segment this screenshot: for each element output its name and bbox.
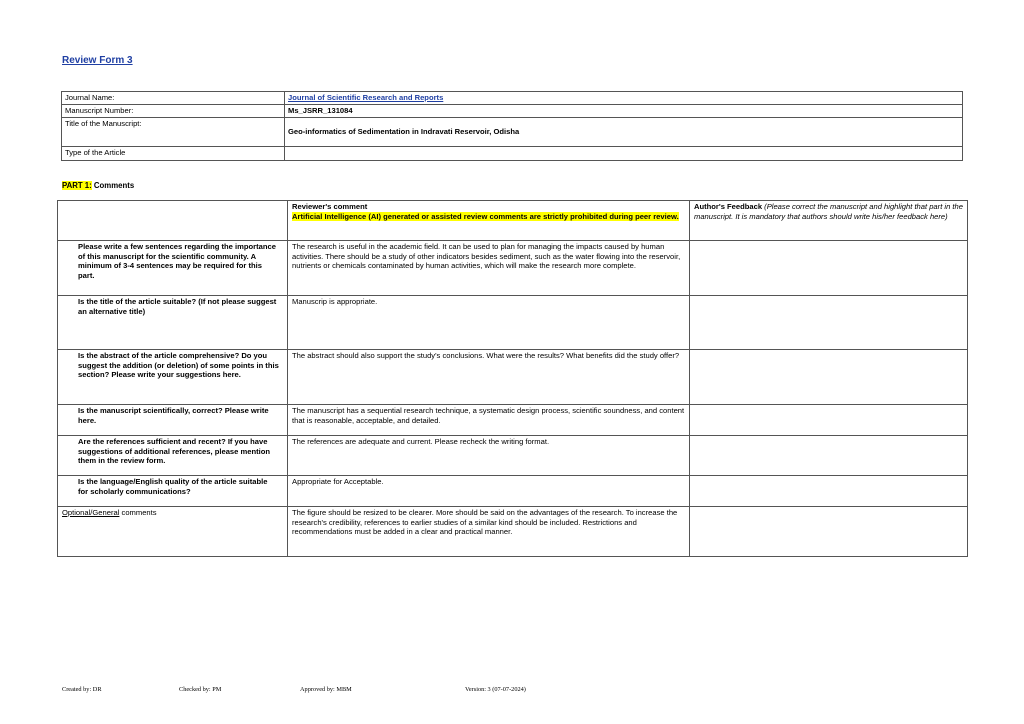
manuscript-title-value: Geo-informatics of Sedimentation in Indravati Reservoir, Odisha: [285, 118, 963, 147]
journal-label: Journal Name:: [62, 92, 285, 105]
journal-link[interactable]: Journal of Scientific Research and Reports: [288, 93, 444, 102]
manuscript-title-label: Title of the Manuscript:: [62, 118, 285, 147]
optional-feedback-cell[interactable]: [690, 507, 968, 557]
author-feedback-note: (Please correct the manuscript and highlight that part in the manuscript. It is mandatory that authors should write his/her feedback here): [694, 202, 963, 221]
optional-comments-label: [58, 507, 288, 557]
form-title: Review Form 3: [62, 55, 133, 66]
comment-cell[interactable]: Appropriate for Acceptable.: [288, 476, 690, 507]
part-label: PART 1:: [62, 181, 92, 190]
header-row: [58, 201, 968, 241]
header-blank-cell: [58, 201, 288, 241]
part-text: Comments: [91, 181, 135, 190]
feedback-cell[interactable]: [690, 296, 968, 350]
review-table: [57, 200, 968, 557]
manuscript-info-table: [61, 91, 963, 161]
reviewer-comment-header: [288, 201, 690, 241]
table-row: [58, 296, 968, 350]
feedback-cell[interactable]: [690, 436, 968, 476]
optional-comments-suffix: comments: [119, 508, 157, 517]
comment-cell[interactable]: The manuscript has a sequential research technique, a systematic design process, scientific soundness, and content that is reasonable, acceptable, and detailed.: [288, 405, 690, 436]
question-cell: Is the language/English quality of the article suitable for scholarly communications?: [58, 476, 288, 507]
reviewer-comment-title: Reviewer's comment: [292, 202, 368, 211]
comment-cell[interactable]: The research is useful in the academic field. It can be used to plan for managing the impacts caused by human activities. There should be a study of other indicators besides sediment, such as the water flowing into the reservoir, nutrients or chemicals contaminated by human activities, which will make the research more complete.: [288, 241, 690, 296]
author-feedback-header: [690, 201, 968, 241]
feedback-cell[interactable]: [690, 241, 968, 296]
feedback-cell[interactable]: [690, 405, 968, 436]
table-row: [58, 350, 968, 405]
question-cell: Is the title of the article suitable? (If not please suggest an alternative title): [58, 296, 288, 350]
optional-comment-cell[interactable]: The figure should be resized to be clearer. More should be said on the advantages of the research. To increase the research's credibility, references to earlier studies of a similar kind should be included. Restrictions and recommendations must be added in a clear and practical manner.: [288, 507, 690, 557]
manuscript-title-row: [62, 118, 963, 147]
journal-row: [62, 92, 963, 105]
journal-value-cell: [285, 92, 963, 105]
table-row: [58, 476, 968, 507]
question-cell: Is the manuscript scientifically, correct? Please write here.: [58, 405, 288, 436]
feedback-cell[interactable]: [690, 476, 968, 507]
optional-comments-row: [58, 507, 968, 557]
article-type-value[interactable]: [285, 147, 963, 161]
question-cell: Is the abstract of the article comprehensive? Do you suggest the addition (or deletion) of some points in this section? Please write your suggestions here.: [58, 350, 288, 405]
footer-checked-by: Checked by: PM: [179, 686, 222, 693]
manuscript-number-value: Ms_JSRR_131084: [285, 105, 963, 118]
author-feedback-title: Author's Feedback: [694, 202, 763, 211]
part-heading: [62, 181, 134, 190]
footer-version: Version: 3 (07-07-2024): [465, 686, 526, 693]
article-type-row: [62, 147, 963, 161]
table-row: [58, 241, 968, 296]
comment-cell[interactable]: The references are adequate and current. Please recheck the writing format.: [288, 436, 690, 476]
question-cell: Are the references sufficient and recent? If you have suggestions of additional references, please mention them in the review form.: [58, 436, 288, 476]
comment-cell[interactable]: The abstract should also support the study's conclusions. What were the results? What benefits did the study offer?: [288, 350, 690, 405]
footer-approved-by: Approved by: MBM: [300, 686, 352, 693]
optional-general-label: Optional/General: [62, 508, 120, 517]
comment-cell[interactable]: Manuscrip is appropriate.: [288, 296, 690, 350]
ai-warning: Artificial Intelligence (AI) generated or assisted review comments are strictly prohibited during peer review.: [292, 211, 679, 221]
manuscript-number-label: Manuscript Number:: [62, 105, 285, 118]
question-cell: Please write a few sentences regarding the importance of this manuscript for the scientific community. A minimum of 3-4 sentences may be required for this part.: [58, 241, 288, 296]
table-row: [58, 405, 968, 436]
footer-created-by: Created by: DR: [62, 686, 102, 693]
manuscript-number-row: [62, 105, 963, 118]
table-row: [58, 436, 968, 476]
feedback-cell[interactable]: [690, 350, 968, 405]
article-type-label: Type of the Article: [62, 147, 285, 161]
